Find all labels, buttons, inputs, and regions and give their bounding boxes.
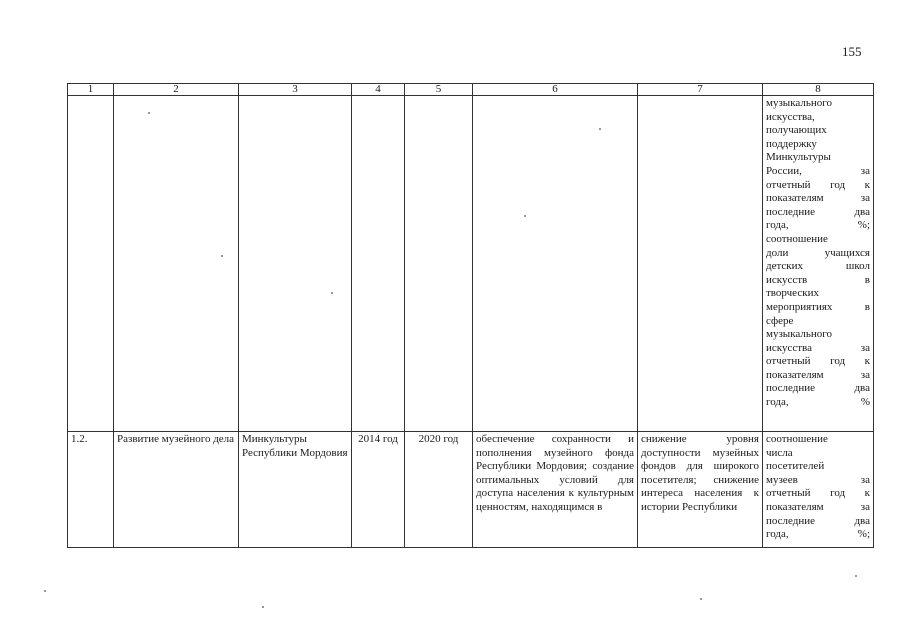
indicator-line: отчетный год к [766, 355, 870, 368]
scan-speck [599, 128, 601, 130]
cell-empty [352, 96, 405, 432]
scan-speck [855, 575, 857, 577]
header-col-6: 6 [473, 84, 638, 96]
end-year: 2020 год [405, 432, 473, 548]
scan-speck [148, 112, 150, 114]
cell-empty [239, 96, 352, 432]
continuation-row [68, 96, 874, 432]
header-col-3: 3 [239, 84, 352, 96]
indicator-line: творческих [766, 287, 819, 300]
indicator-line: года, %; [766, 219, 870, 232]
indicator-line: Минкультуры [766, 151, 831, 164]
header-col-2: 2 [114, 84, 239, 96]
indicator-line: соотношение [766, 433, 828, 445]
indicator-line: музыкального [766, 97, 832, 109]
scan-speck [331, 292, 333, 294]
continuation-indicator-cell [763, 96, 874, 432]
page-number: 155 [842, 44, 862, 59]
indicator-cell [763, 432, 874, 548]
indicator-line: последние два [766, 205, 870, 218]
indicator-line: отчетный год к [766, 487, 870, 500]
row-number: 1.2. [68, 432, 114, 548]
program-table [67, 83, 874, 548]
scan-speck [700, 598, 702, 600]
header-col-4: 4 [352, 84, 405, 96]
indicator-line: получающих [766, 124, 827, 137]
header-row [68, 84, 874, 96]
indicator-line: последние два [766, 382, 870, 395]
indicator-line: года, % [766, 396, 870, 409]
indicator-line: поддержку [766, 137, 817, 150]
header-col-5: 5 [405, 84, 473, 96]
scan-speck [262, 606, 264, 608]
indicator-line: музыкального [766, 328, 832, 341]
header-col-7: 7 [638, 84, 763, 96]
indicator-line: искусства, [766, 110, 815, 123]
executor: Минкультуры Республики Мордовия [239, 432, 352, 548]
indicator-line: показателям за [766, 500, 870, 513]
scan-speck [221, 255, 223, 257]
activity-name: Развитие музейного дела [114, 432, 239, 548]
indicator-line: мероприятиях в [766, 300, 870, 313]
indicator-line: искусств в [766, 273, 870, 286]
indicator-line: России, за [766, 164, 870, 177]
indicator-line: числа [766, 446, 793, 459]
cell-empty [114, 96, 239, 432]
indicator-line: сфере [766, 314, 794, 327]
indicator-line: музеев за [766, 473, 870, 486]
indicator-line: детских школ [766, 260, 870, 273]
indicator-line: искусства за [766, 341, 870, 354]
cell-empty [638, 96, 763, 432]
header-col-1: 1 [68, 84, 114, 96]
header-col-8: 8 [763, 84, 874, 96]
start-year: 2014 год [352, 432, 405, 548]
indicator-line: соотношение [766, 232, 828, 245]
cell-empty [405, 96, 473, 432]
scan-speck [44, 590, 46, 592]
indicator-line: посетителей [766, 460, 825, 473]
scan-speck [524, 215, 526, 217]
indicator-line: показателям за [766, 368, 870, 381]
indicator-line: года, %; [766, 528, 870, 541]
indicator-line: доли учащихся [766, 246, 870, 259]
consequences: снижение уровня доступности музейных фондов для широкого посетителя; снижение интереса населения к истории Республики [638, 432, 763, 548]
expected-result: обеспечение сохранности и пополнения музейного фонда Республики Мордовия; создание оптимальных условий для доступа населения к культурным ценностям, находящимся в [473, 432, 638, 548]
indicator-line: последние два [766, 514, 870, 527]
table-row [68, 432, 874, 548]
indicator-line: отчетный год к [766, 178, 870, 191]
cell-empty [68, 96, 114, 432]
indicator-line: показателям за [766, 192, 870, 205]
cell-empty [473, 96, 638, 432]
